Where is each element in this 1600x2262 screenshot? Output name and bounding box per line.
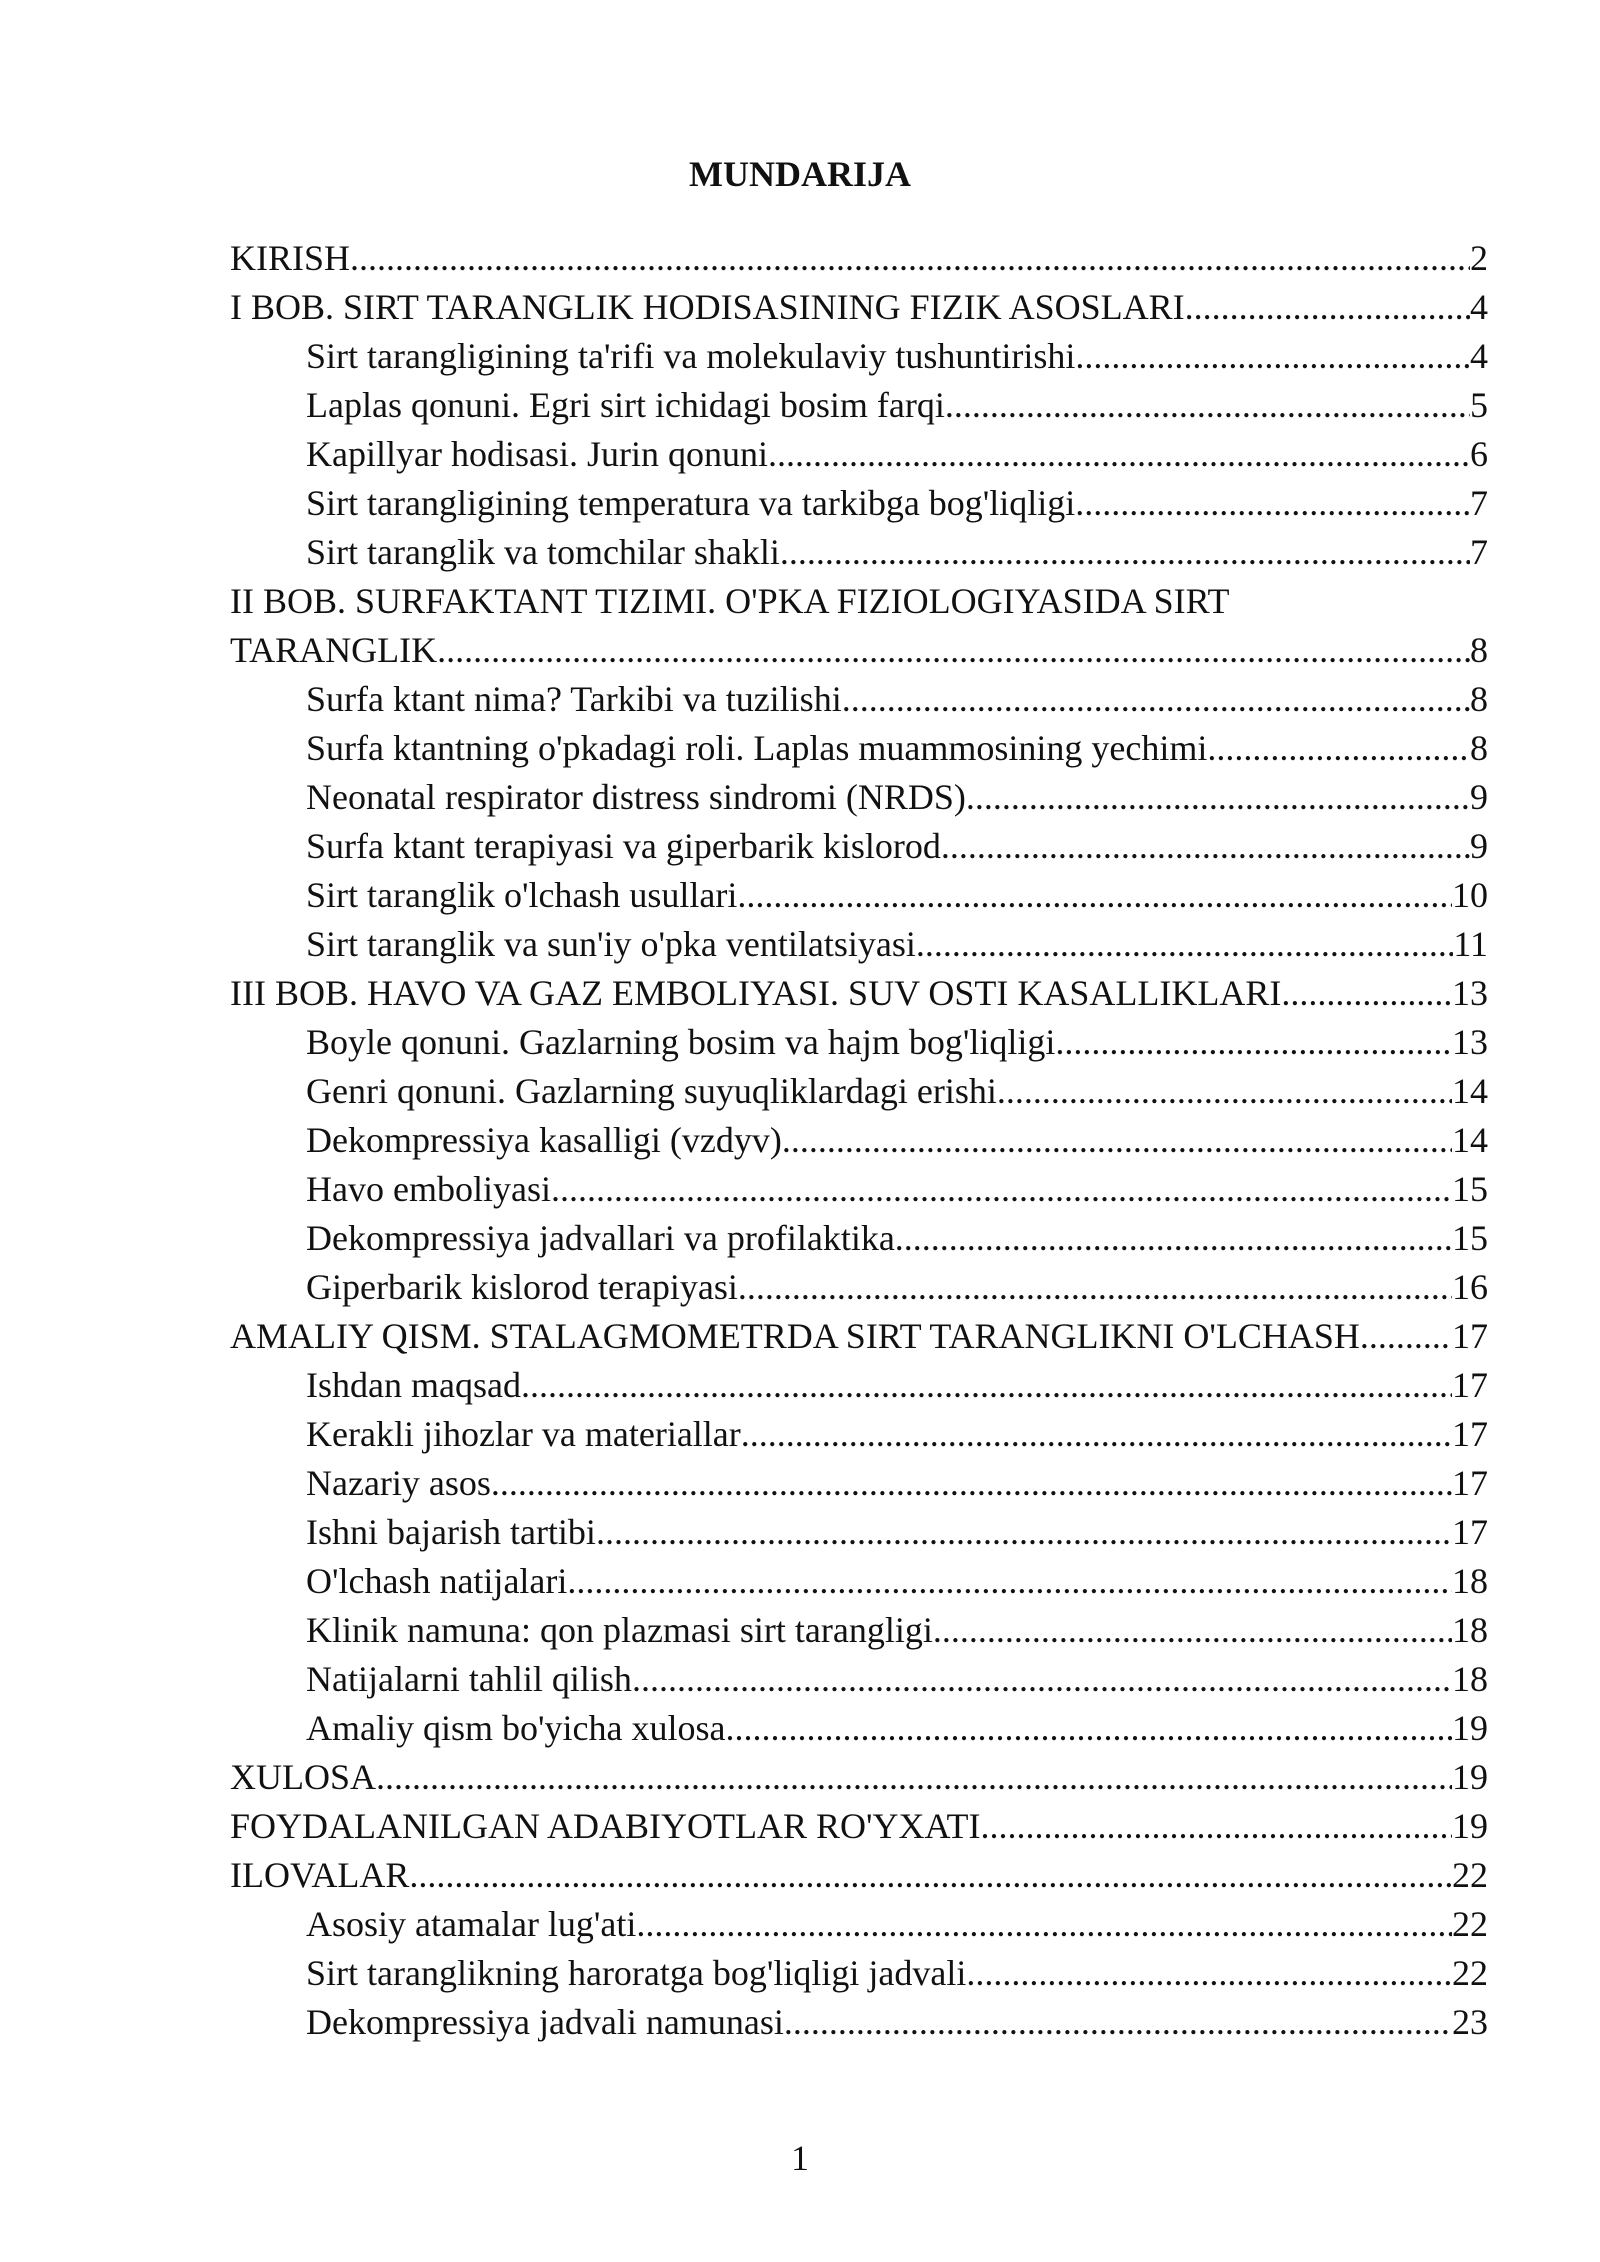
toc-dot-leader (966, 1949, 1452, 1998)
toc-chapter-entry (230, 1312, 1488, 1361)
toc-dot-leader (1055, 1018, 1452, 1067)
toc-section-entry (230, 822, 1488, 871)
toc-page-number: 8 (1470, 728, 1488, 768)
toc-dot-leader (1075, 479, 1470, 528)
toc-page-number: 22 (1452, 1855, 1488, 1895)
toc-section-entry (230, 1508, 1488, 1557)
toc-dot-leader (1369, 1312, 1452, 1361)
toc-dot-leader (1281, 969, 1452, 1018)
toc-section-entry (230, 1214, 1488, 1263)
toc-section-entry (230, 430, 1488, 479)
toc-chapter-entry (230, 1753, 1488, 1802)
toc-page-number: 19 (1452, 1708, 1488, 1748)
toc-page-number: 23 (1452, 2002, 1488, 2042)
toc-section-entry (230, 675, 1488, 724)
toc-dot-leader (916, 920, 1453, 969)
toc-page-number: 18 (1452, 1659, 1488, 1699)
toc-page-number: 11 (1453, 924, 1488, 964)
toc-dot-leader (941, 822, 1470, 871)
toc-chapter-entry (230, 283, 1488, 332)
toc-section-entry (230, 1949, 1488, 1998)
toc-page-number: 18 (1452, 1561, 1488, 1601)
toc-section-entry (230, 1410, 1488, 1459)
toc-dot-leader (737, 871, 1452, 920)
toc-entry-title: Surfa ktantning o'pkadagi roli. Laplas muammosining yechimi (306, 728, 1208, 768)
toc-dot-leader (521, 1361, 1452, 1410)
toc-dot-leader (842, 675, 1470, 724)
toc-dot-leader (933, 1606, 1452, 1655)
toc-dot-leader (725, 1704, 1452, 1753)
toc-page-number: 8 (1470, 679, 1488, 719)
toc-entry-title: II BOB. SURFAKTANT TIZIMI. O'PKA FIZIOLOGIYASIDA SIRT (230, 581, 1230, 621)
toc-section-entry (230, 920, 1488, 969)
toc-dot-leader (895, 1214, 1452, 1263)
toc-dot-leader (596, 1508, 1452, 1557)
toc-entry-title: Klinik namuna: qon plazmasi sirt tarangligi (306, 1610, 933, 1650)
toc-section-entry (230, 871, 1488, 920)
toc-page-number: 4 (1470, 287, 1488, 327)
toc-section-entry (230, 479, 1488, 528)
toc-section-entry (230, 773, 1488, 822)
toc-entry-title: KIRISH (230, 238, 351, 278)
toc-page-number: 16 (1452, 1267, 1488, 1307)
toc-section-entry (230, 332, 1488, 381)
toc-page-number: 14 (1452, 1071, 1488, 1111)
toc-chapter-entry (230, 577, 1488, 675)
toc-dot-leader (780, 528, 1470, 577)
toc-entry-title: Havo emboliyasi (306, 1169, 551, 1209)
toc-chapter-entry (230, 234, 1488, 283)
toc-entry-title: Nazariy asos (306, 1463, 491, 1503)
toc-entry-title: Dekompressiya jadvallari va profilaktika (306, 1218, 895, 1258)
toc-section-entry (230, 1704, 1488, 1753)
toc-entry-title: Sirt taranglik va tomchilar shakli (306, 532, 780, 572)
toc-section-entry (230, 1655, 1488, 1704)
toc-section-entry (230, 1263, 1488, 1312)
toc-section-entry (230, 1557, 1488, 1606)
toc-page-number: 8 (1470, 630, 1488, 670)
toc-dot-leader (997, 1067, 1452, 1116)
toc-section-entry (230, 1116, 1488, 1165)
toc-dot-leader (409, 1851, 1452, 1900)
toc-dot-leader (376, 1753, 1452, 1802)
toc-page-number: 9 (1470, 826, 1488, 866)
toc-section-entry (230, 1067, 1488, 1116)
toc-entry-title: Dekompressiya kasalligi (vzdyv) (306, 1120, 782, 1160)
toc-entry-title: Kerakli jihozlar va materiallar (306, 1414, 741, 1454)
toc-entry-title: Amaliy qism bo'yicha xulosa (306, 1708, 726, 1748)
toc-section-entry (230, 1361, 1488, 1410)
toc-section-entry (230, 1459, 1488, 1508)
toc-entry-title: Ishdan maqsad (306, 1365, 521, 1405)
toc-entry-title: Surfa ktant nima? Tarkibi va tuzilishi (306, 679, 842, 719)
toc-dot-leader (782, 1116, 1452, 1165)
toc-page-number: 14 (1452, 1120, 1488, 1160)
toc-section-entry (230, 1165, 1488, 1214)
toc-page-number: 9 (1470, 777, 1488, 817)
toc-entry-title-continued: TARANGLIK (230, 630, 438, 670)
toc-page-number: 17 (1452, 1365, 1488, 1405)
toc-entry-title: AMALIY QISM. STALAGMOMETRDA SIRT TARANGLIKNI O'LCHASH. (230, 1316, 1369, 1356)
toc-entry-title: Giperbarik kislorod terapiyasi (306, 1267, 738, 1307)
toc-dot-leader (741, 1410, 1452, 1459)
toc-page-number: 17 (1452, 1463, 1488, 1503)
toc-section-entry (230, 1900, 1488, 1949)
toc-entry-title: Kapillyar hodisasi. Jurin qonuni (306, 434, 768, 474)
toc-dot-leader (966, 773, 1470, 822)
toc-entry-title: ILOVALAR (230, 1855, 410, 1895)
toc-entry-title: Surfa ktant terapiyasi va giperbarik kislorod (306, 826, 941, 866)
toc-entry-title: Natijalarni tahlil qilish (306, 1659, 632, 1699)
toc-page-number: 13 (1452, 973, 1488, 1013)
toc-dot-leader (491, 1459, 1452, 1508)
toc-dot-leader (567, 1557, 1452, 1606)
toc-page-number: 7 (1470, 532, 1488, 572)
toc-dot-leader (1185, 283, 1470, 332)
toc-section-entry (230, 1606, 1488, 1655)
toc-section-entry (230, 1998, 1488, 2047)
toc-dot-leader (784, 1998, 1452, 2047)
toc-entry-title: Neonatal respirator distress sindromi (NRDS) (306, 777, 966, 817)
toc-dot-leader (1207, 724, 1470, 773)
toc-entry-title: Asosiy atamalar lug'ati (306, 1904, 637, 1944)
toc-chapter-entry (230, 1851, 1488, 1900)
toc-section-entry (230, 724, 1488, 773)
toc-page-number: 7 (1470, 483, 1488, 523)
toc-entry-title: Dekompressiya jadvali namunasi (306, 2002, 784, 2042)
toc-entry-title: FOYDALANILGAN ADABIYOTLAR RO'YXATI (230, 1806, 981, 1846)
toc-entry-title: Sirt tarangligining temperatura va tarkibga bog'liqligi (306, 483, 1076, 523)
toc-dot-leader (636, 1900, 1452, 1949)
toc-page-number: 4 (1470, 336, 1488, 376)
toc-page-number: 6 (1470, 434, 1488, 474)
toc-page-number: 22 (1452, 1953, 1488, 1993)
toc-entry-title: Laplas qonuni. Egri sirt ichidagi bosim farqi (306, 385, 945, 425)
toc-dot-leader (1075, 332, 1470, 381)
toc-page-number: 17 (1452, 1512, 1488, 1552)
toc-page-number: 2 (1470, 238, 1488, 278)
toc-page-number: 5 (1470, 385, 1488, 425)
toc-entry-title: III BOB. HAVO VA GAZ EMBOLIYASI. SUV OSTI KASALLIKLARI (230, 973, 1282, 1013)
toc-section-entry (230, 1018, 1488, 1067)
table-of-contents (230, 234, 1488, 2047)
page-title: MUNDARIJA (689, 154, 911, 194)
toc-dot-leader (437, 626, 1470, 675)
toc-page-number: 17 (1452, 1316, 1488, 1356)
toc-entry-title: Sirt tarangligining ta'rifi va molekulaviy tushuntirishi (306, 336, 1076, 376)
toc-page-number: 19 (1452, 1806, 1488, 1846)
toc-dot-leader (945, 381, 1470, 430)
toc-dot-leader (768, 430, 1470, 479)
toc-entry-title: Genri qonuni. Gazlarning suyuqliklardagi erishi (306, 1071, 997, 1111)
toc-chapter-entry (230, 969, 1488, 1018)
toc-section-entry (230, 381, 1488, 430)
toc-dot-leader (980, 1802, 1452, 1851)
toc-page-number: 10 (1452, 875, 1488, 915)
toc-entry-title: XULOSA (230, 1757, 377, 1797)
toc-entry-title: Sirt taranglik va sun'iy o'pka ventilatsiyasi (306, 924, 916, 964)
toc-dot-leader (738, 1263, 1452, 1312)
toc-page-number: 15 (1452, 1218, 1488, 1258)
toc-dot-leader (350, 234, 1470, 283)
toc-page-number: 18 (1452, 1610, 1488, 1650)
toc-chapter-entry (230, 1802, 1488, 1851)
page-number: 1 (791, 2138, 809, 2178)
toc-page-number: 15 (1452, 1169, 1488, 1209)
toc-dot-leader (632, 1655, 1452, 1704)
toc-entry-title: Boyle qonuni. Gazlarning bosim va hajm bog'liqligi (306, 1022, 1056, 1062)
toc-page-number: 13 (1452, 1022, 1488, 1062)
toc-entry-title: I BOB. SIRT TARANGLIK HODISASINING FIZIK ASOSLARI (230, 287, 1185, 327)
toc-page-number: 22 (1452, 1904, 1488, 1944)
toc-entry-title: Ishni bajarish tartibi (306, 1512, 596, 1552)
toc-entry-title: O'lchash natijalari (306, 1561, 568, 1601)
toc-entry-title: Sirt taranglikning haroratga bog'liqligi jadvali (306, 1953, 967, 1993)
toc-dot-leader (551, 1165, 1452, 1214)
toc-entry-title: Sirt taranglik o'lchash usullari (306, 875, 738, 915)
toc-page-number: 19 (1452, 1757, 1488, 1797)
toc-section-entry (230, 528, 1488, 577)
toc-page-number: 17 (1452, 1414, 1488, 1454)
